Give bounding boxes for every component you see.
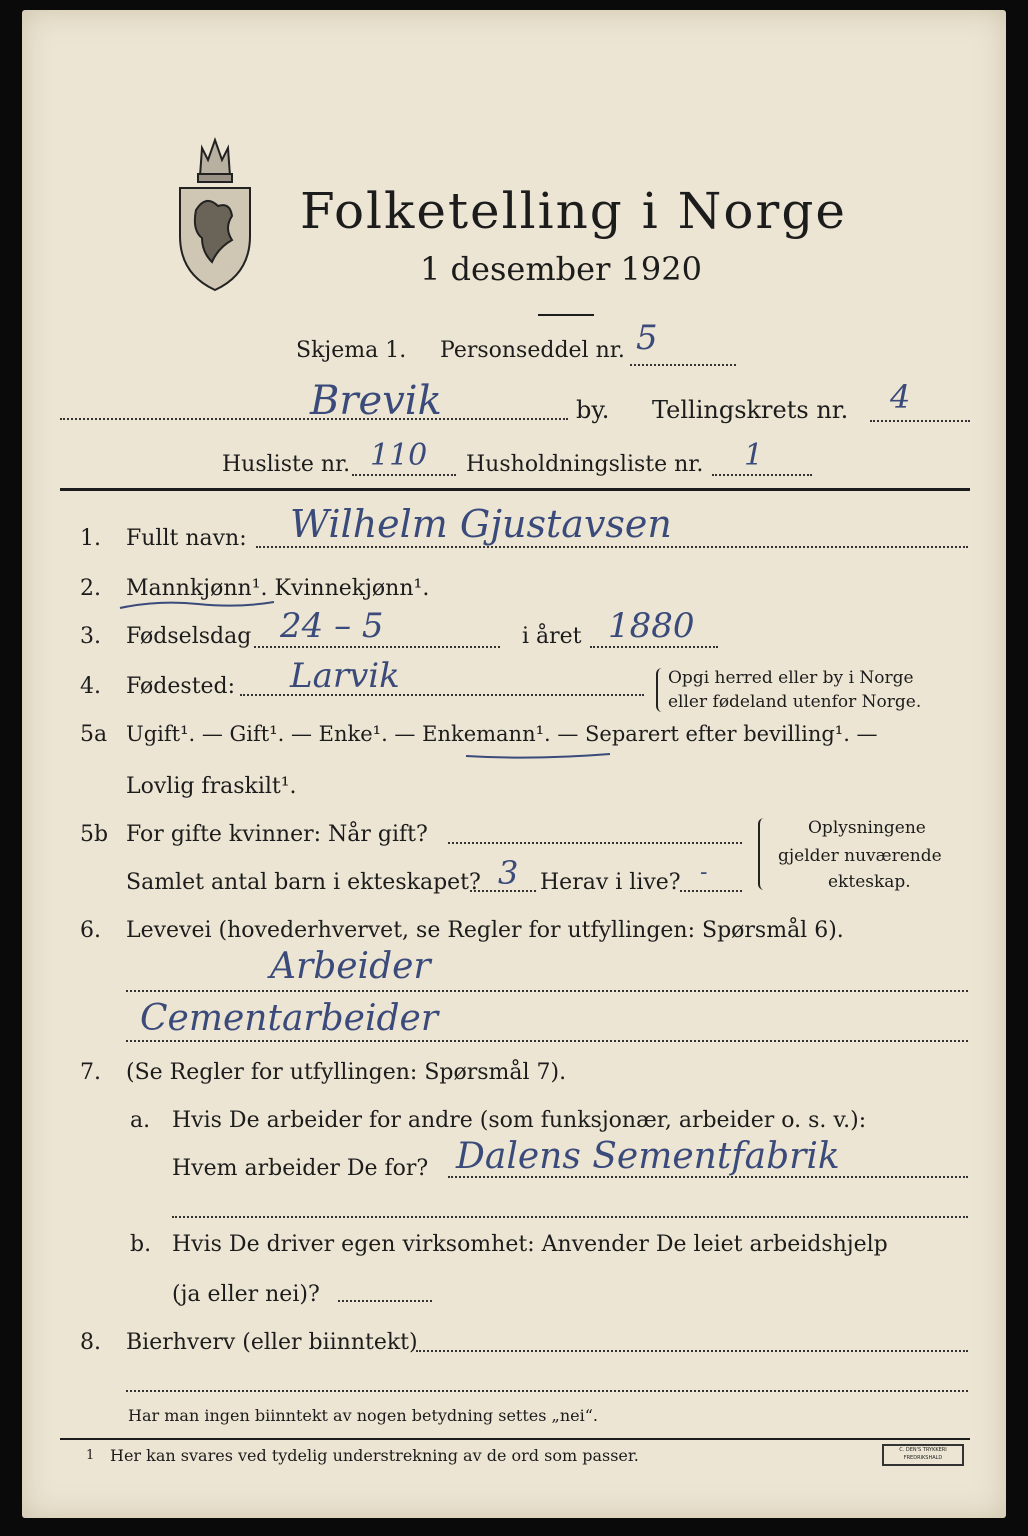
q3-label: Fødselsdag — [126, 624, 252, 649]
q3-year-line — [590, 646, 718, 648]
tellingskrets-label: Tellingskrets nr. — [652, 396, 849, 424]
personseddel-label: Personseddel nr. — [440, 338, 625, 363]
q3-year-label: i året — [522, 624, 582, 649]
q5b-gift-line — [448, 842, 742, 844]
printer-mark-text: C. DEN'S TRYKKERI FREDRIKSHALD — [899, 1447, 947, 1461]
q6-value-1: Arbeider — [270, 946, 431, 987]
q2-label: Mannkjønn¹. Kvinnekjønn¹. — [126, 576, 430, 601]
q2-underline-mark — [118, 598, 278, 612]
q4-note-2: eller fødeland utenfor Norge. — [668, 692, 922, 712]
q7a-line — [448, 1176, 968, 1178]
form-title: Folketelling i Norge — [300, 182, 847, 240]
q7b-line — [338, 1300, 432, 1302]
form-date: 1 desember 1920 — [420, 250, 702, 288]
q6-number: 6. — [80, 918, 101, 943]
q5b-number: 5b — [80, 822, 109, 847]
q1-number: 1. — [80, 526, 101, 551]
q8-extra-line — [126, 1390, 968, 1392]
q7b-letter: b. — [130, 1232, 152, 1257]
q1-value: Wilhelm Gjustavsen — [290, 502, 672, 546]
q5b-live-label: Herav i live? — [540, 870, 681, 895]
q4-brace — [656, 668, 664, 712]
q4-note-1: Opgi herred eller by i Norge — [668, 668, 914, 688]
q7b-line-2: (ja eller nei)? — [172, 1282, 320, 1307]
q4-value: Larvik — [290, 656, 400, 696]
q4-label: Fødested: — [126, 674, 236, 699]
q5b-barn-value: 3 — [498, 854, 519, 892]
q5b-line-1: For gifte kvinner: Når gift? — [126, 822, 428, 847]
personseddel-line — [630, 364, 736, 366]
q5b-brace — [758, 818, 766, 890]
footer-divider — [60, 1438, 970, 1440]
coat-of-arms-icon — [172, 136, 258, 294]
header-divider — [60, 488, 970, 491]
q3-line — [254, 646, 500, 648]
q8-label: Bierhverv (eller biinntekt) — [126, 1330, 418, 1355]
footnote: Her kan svares ved tydelig understrekning av de ord som passer. — [110, 1446, 639, 1465]
q3-number: 3. — [80, 624, 101, 649]
by-value: Brevik — [310, 378, 442, 424]
q7a-letter: a. — [130, 1108, 151, 1133]
q8-line — [416, 1350, 968, 1352]
q6-line-1 — [126, 990, 968, 992]
printer-mark — [882, 1444, 964, 1466]
footer-note: Har man ingen biinntekt av nogen betydning settes „nei“. — [128, 1406, 598, 1425]
q5a-number: 5a — [80, 722, 108, 747]
q7-label: (Se Regler for utfyllingen: Spørsmål 7). — [126, 1060, 567, 1085]
q6-value-2: Cementarbeider — [140, 998, 439, 1039]
husholdning-value: 1 — [744, 438, 764, 473]
q6-label: Levevei (hovederhvervet, se Regler for utfyllingen: Spørsmål 6). — [126, 918, 844, 943]
personseddel-value: 5 — [636, 318, 658, 358]
q5b-note-1: Oplysningene — [808, 818, 926, 838]
q7a-extra-line — [172, 1216, 968, 1218]
q6-line-2 — [126, 1040, 968, 1042]
tellingskrets-value: 4 — [890, 378, 911, 416]
q5a-line-1: Ugift¹. — Gift¹. — Enke¹. — Enkemann¹. — Separert efter bevilling¹. — — [126, 722, 878, 746]
q7b-line-1: Hvis De driver egen virksomhet: Anvender De leiet arbeidshjelp — [172, 1232, 888, 1257]
q8-number: 8. — [80, 1330, 101, 1355]
husliste-value: 110 — [370, 438, 428, 473]
q5b-live-value: - — [700, 860, 708, 885]
q5b-barn-line — [470, 890, 536, 892]
husholdning-label: Husholdningsliste nr. — [466, 452, 704, 477]
q7-number: 7. — [80, 1060, 101, 1085]
q7a-line-2: Hvem arbeider De for? — [172, 1156, 429, 1181]
q1-line — [256, 546, 968, 548]
husholdning-line — [712, 474, 812, 476]
by-label: by. — [576, 396, 610, 424]
title-divider — [538, 314, 594, 316]
husliste-line — [352, 474, 456, 476]
q5b-line-2: Samlet antal barn i ekteskapet? — [126, 870, 481, 895]
q7a-line-1: Hvis De arbeider for andre (som funksjonær, arbeider o. s. v.): — [172, 1108, 867, 1133]
q2-number: 2. — [80, 576, 101, 601]
q5b-note-2: gjelder nuværende — [778, 846, 942, 866]
q4-line — [240, 694, 644, 696]
q1-label: Fullt navn: — [126, 526, 247, 551]
q3-value: 24 – 5 — [280, 606, 384, 646]
q5a-underline-mark — [464, 750, 614, 762]
q7a-value: Dalens Sementfabrik — [456, 1136, 840, 1177]
q4-number: 4. — [80, 674, 101, 699]
footnote-mark: 1 — [86, 1448, 95, 1463]
q5b-live-line — [680, 890, 742, 892]
tellingskrets-line — [870, 420, 970, 422]
q5a-line-2: Lovlig fraskilt¹. — [126, 774, 297, 799]
q5b-note-3: ekteskap. — [828, 872, 911, 892]
husliste-label: Husliste nr. — [222, 452, 351, 477]
skjema-label: Skjema 1. — [296, 338, 407, 363]
q3-year-value: 1880 — [608, 606, 695, 646]
